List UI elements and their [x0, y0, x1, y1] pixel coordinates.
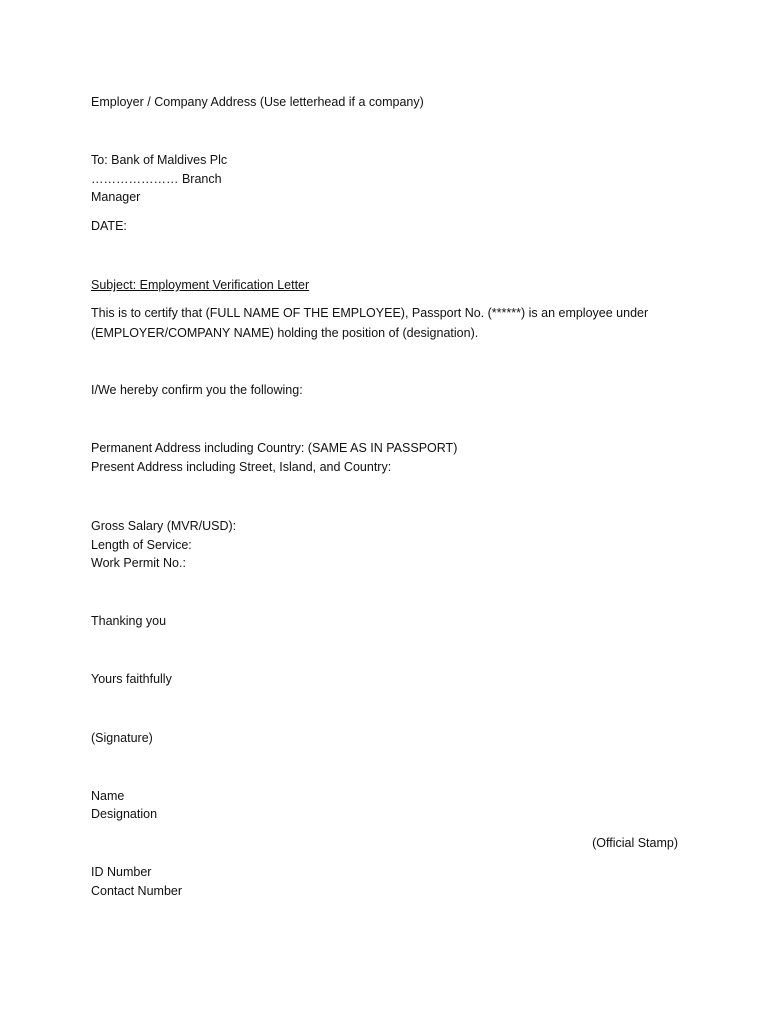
permanent-address-field: Permanent Address including Country: (SAME AS IN PASSPORT) [91, 441, 458, 455]
present-address-field: Present Address including Street, Island, and Country: [91, 460, 392, 474]
yours-faithfully-line: Yours faithfully [91, 672, 172, 686]
body-line-2: (EMPLOYER/COMPANY NAME) holding the position of (designation). [91, 326, 479, 340]
signatory-designation: Designation [91, 807, 158, 821]
manager-line: Manager [91, 190, 141, 204]
signature-placeholder: (Signature) [91, 731, 153, 745]
work-permit-field: Work Permit No.: [91, 556, 186, 570]
branch-line: ………………… Branch [91, 172, 222, 186]
official-stamp-placeholder: (Official Stamp) [592, 836, 678, 850]
body-line-1: This is to certify that (FULL NAME OF THE EMPLOYEE), Passport No. (******) is an employee under [91, 306, 649, 320]
to-line: To: Bank of Maldives Plc [91, 153, 228, 167]
id-number-field: ID Number [91, 865, 152, 879]
contact-number-field: Contact Number [91, 884, 183, 898]
date-label: DATE: [91, 219, 127, 233]
length-of-service-field: Length of Service: [91, 538, 192, 552]
confirm-line: I/We hereby confirm you the following: [91, 383, 303, 397]
gross-salary-field: Gross Salary (MVR/USD): [91, 519, 237, 533]
signatory-name: Name [91, 789, 125, 803]
subject-line: Subject: Employment Verification Letter [91, 278, 310, 292]
employer-header: Employer / Company Address (Use letterhead if a company) [91, 95, 424, 109]
thanking-line: Thanking you [91, 614, 167, 628]
